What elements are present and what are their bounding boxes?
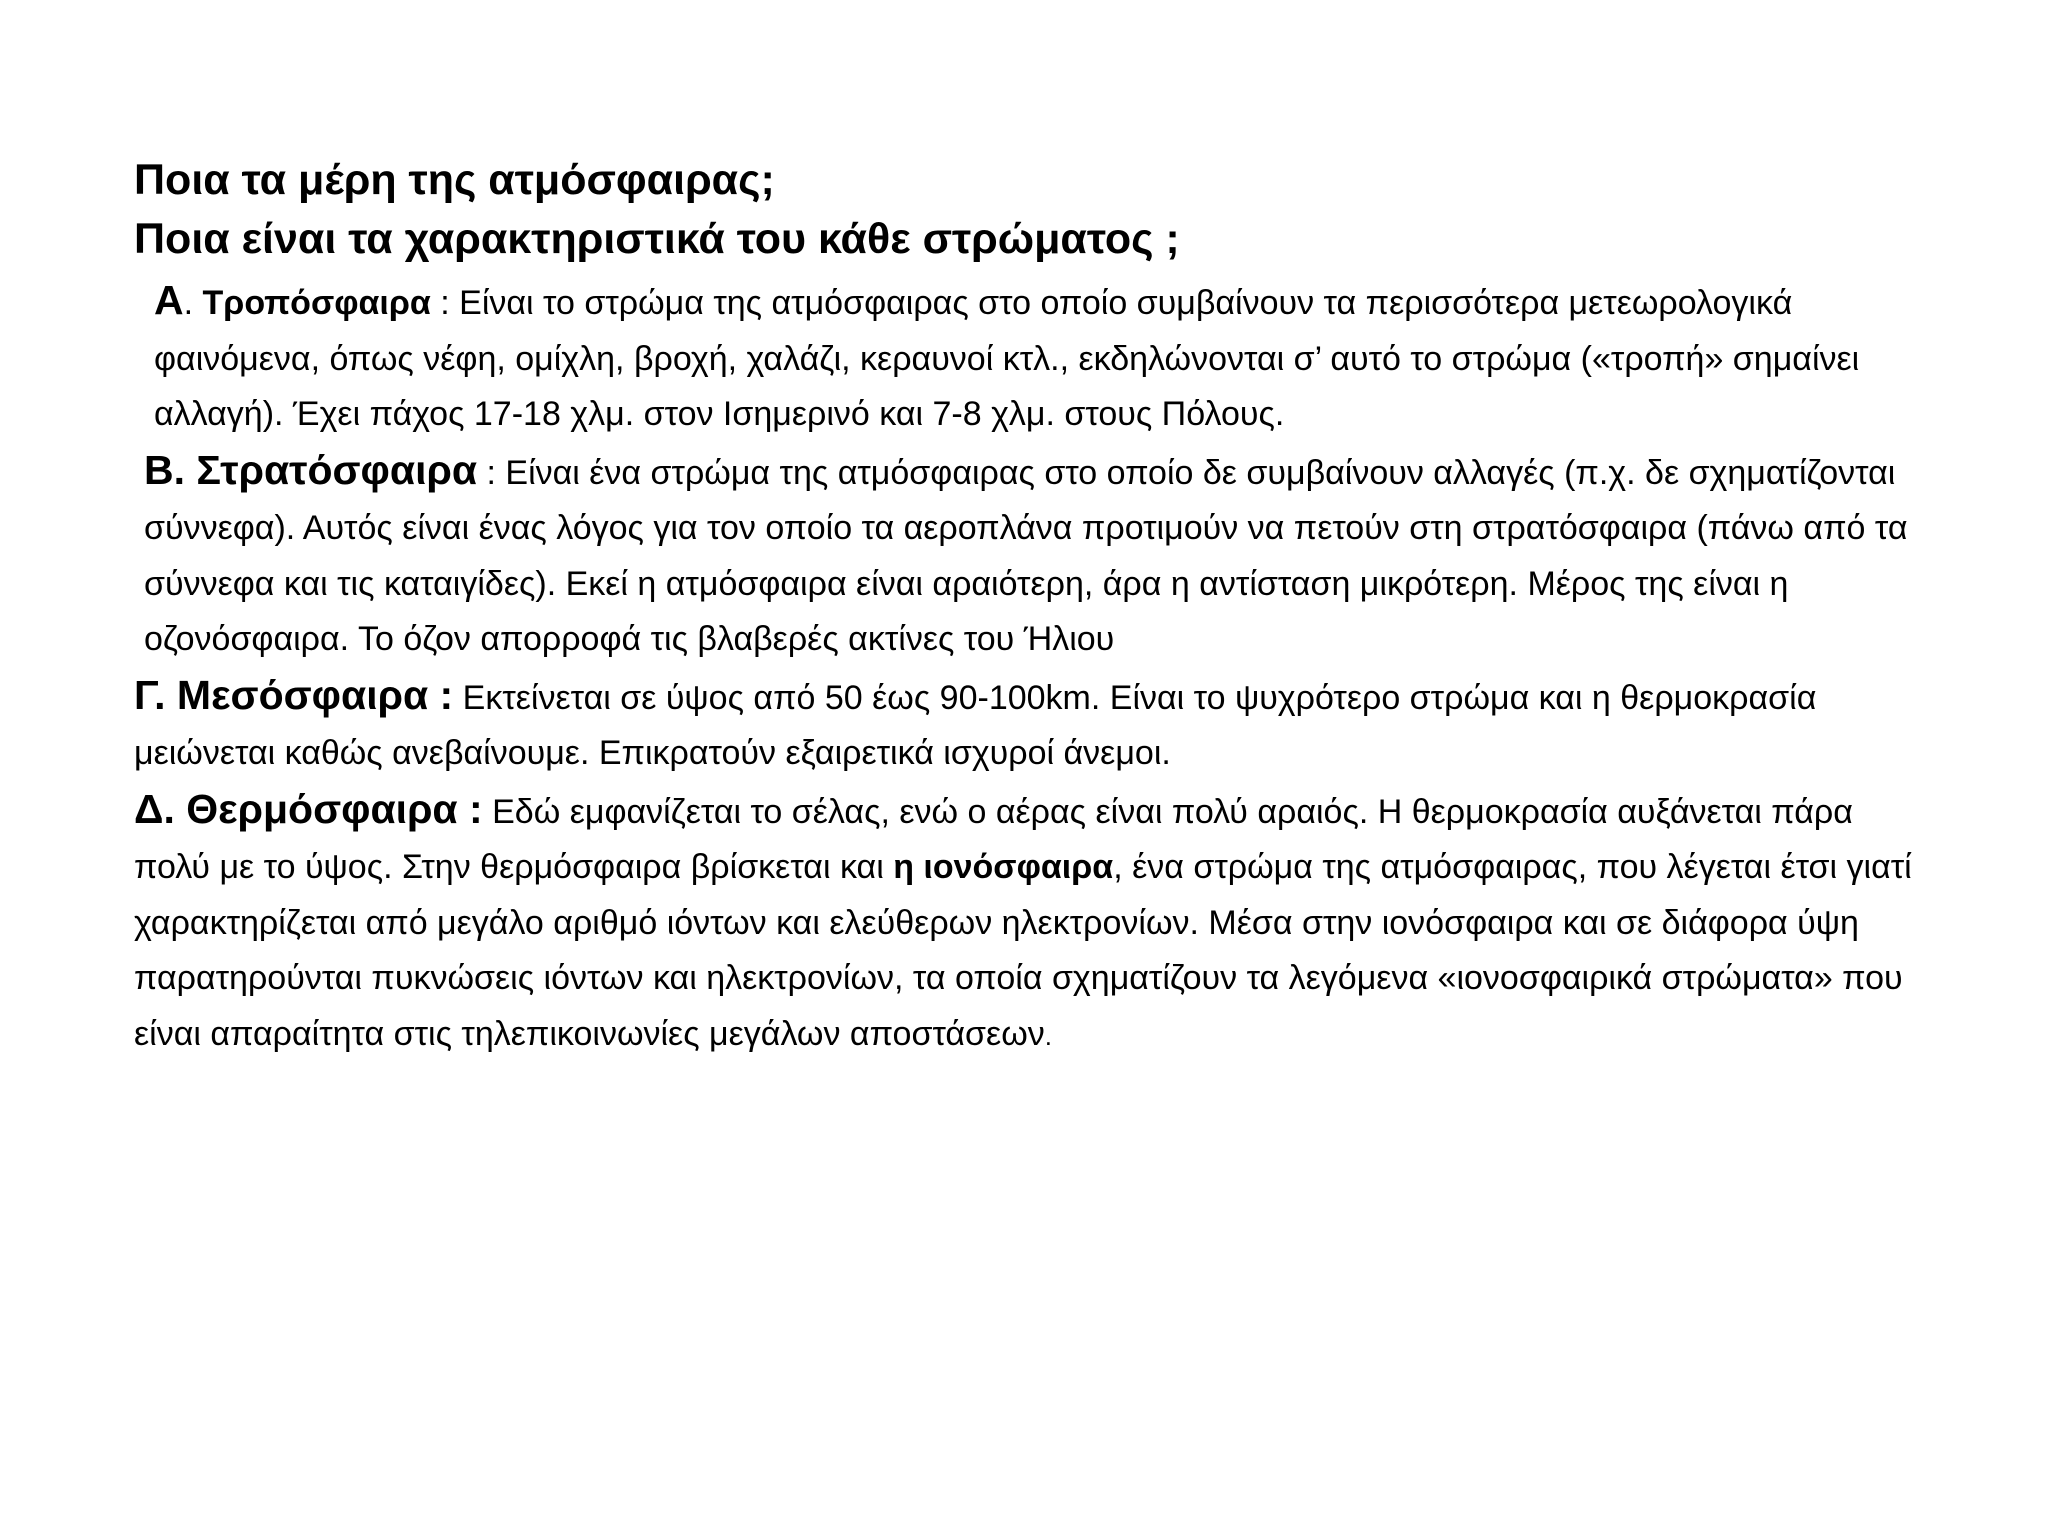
section-thermosphere-label: Δ. Θερμόσφαιρα : [134, 785, 483, 832]
section-thermosphere [134, 782, 1934, 1065]
section-mesosphere-label: Γ. Μεσόσφαιρα : [134, 671, 454, 718]
section-stratosphere-text: : Είναι ένα στρώμα της ατμόσφαιρας στο οποίο δε συμβαίνουν αλλαγές (π.χ. δε σχηματίζονται σύννεφα). Αυτός είναι ένας λόγος για τον οποίο τα αεροπλάνα προτιμούν να πετούν στη στρατόσφαιρα (πάνω από τα σύννεφα και τις καταιγίδες). Εκεί η ατμόσφαιρα είναι αραιότερη, άρα η αντίσταση μικρότερη. Μέρος της είναι η οζονόσφαιρα. Το όζον απορροφά τις βλαβερές ακτίνες του Ήλιου [144, 453, 1908, 658]
section-thermosphere-end-dot: . [1044, 1020, 1052, 1051]
section-troposphere-label: Τροπόσφαιρα [202, 284, 431, 322]
title-line-2: Ποια είναι τα χαρακτηριστικά του κάθε στρώματος ; [134, 215, 1180, 263]
section-stratosphere [134, 443, 1934, 668]
section-thermosphere-bold-term: η ιονόσφαιρα [893, 848, 1114, 886]
section-troposphere-text: : Είναι το στρώμα της ατμόσφαιρας στο οποίο συμβαίνουν τα περισσότερα μετεωρολογικά φαινόμενα, όπως νέφη, ομίχλη, βροχή, χαλάζι, κεραυνοί κτλ., εκδηλώνονται σ’ αυτό το στρώμα («τροπή» σημαίνει αλλαγή). Έχει πάχος 17-18 χλμ. στον Ισημερινό και 7-8 χλμ. στους Πόλους. [154, 284, 1860, 433]
section-mesosphere-text: Εκτείνεται σε ύψος από 50 έως 90-100km. Είναι το ψυχρότερο στρώμα και η θερμοκρασία μειώνεται καθώς ανεβαίνουμε. Επικρατούν εξαιρετικά ισχυροί άνεμοι. [134, 678, 1817, 772]
section-troposphere-dot: . [183, 284, 203, 322]
title-line-1: Ποια τα μέρη της ατμόσφαιρας; [134, 156, 775, 204]
section-stratosphere-label: Β. Στρατόσφαιρα [144, 446, 478, 493]
section-thermosphere-text-1: Εδώ εμφανίζεται το σέλας, ενώ ο αέρας είναι πολύ αραιός. Η θερμοκρασία αυξάνεται πάρα πολύ με το ύψος. Στην θερμόσφαιρα βρίσκεται και [134, 792, 1853, 886]
section-troposphere-letter: Α [154, 277, 184, 323]
section-troposphere [134, 273, 1934, 443]
section-thermosphere-text-2: , ένα στρώμα της ατμόσφαιρας, που λέγεται έτσι γιατί χαρακτηρίζεται από μεγάλο αριθμό ιόντων και ελεύθερων ηλεκτρονίων. Μέσα στην ιονόσφαιρα και σε διάφορα ύψη παρατηρούνται πυκνώσεις ιόντων και ηλεκτρονίων, τα οποία σχηματίζουν τα λεγόμενα «ιονοσφαιρικά στρώματα» που είναι απαραίτητα στις τηλεπικοινωνίες μεγάλων αποστάσεων [134, 848, 1912, 1053]
slide-content [134, 151, 1934, 1064]
section-mesosphere [134, 668, 1934, 782]
